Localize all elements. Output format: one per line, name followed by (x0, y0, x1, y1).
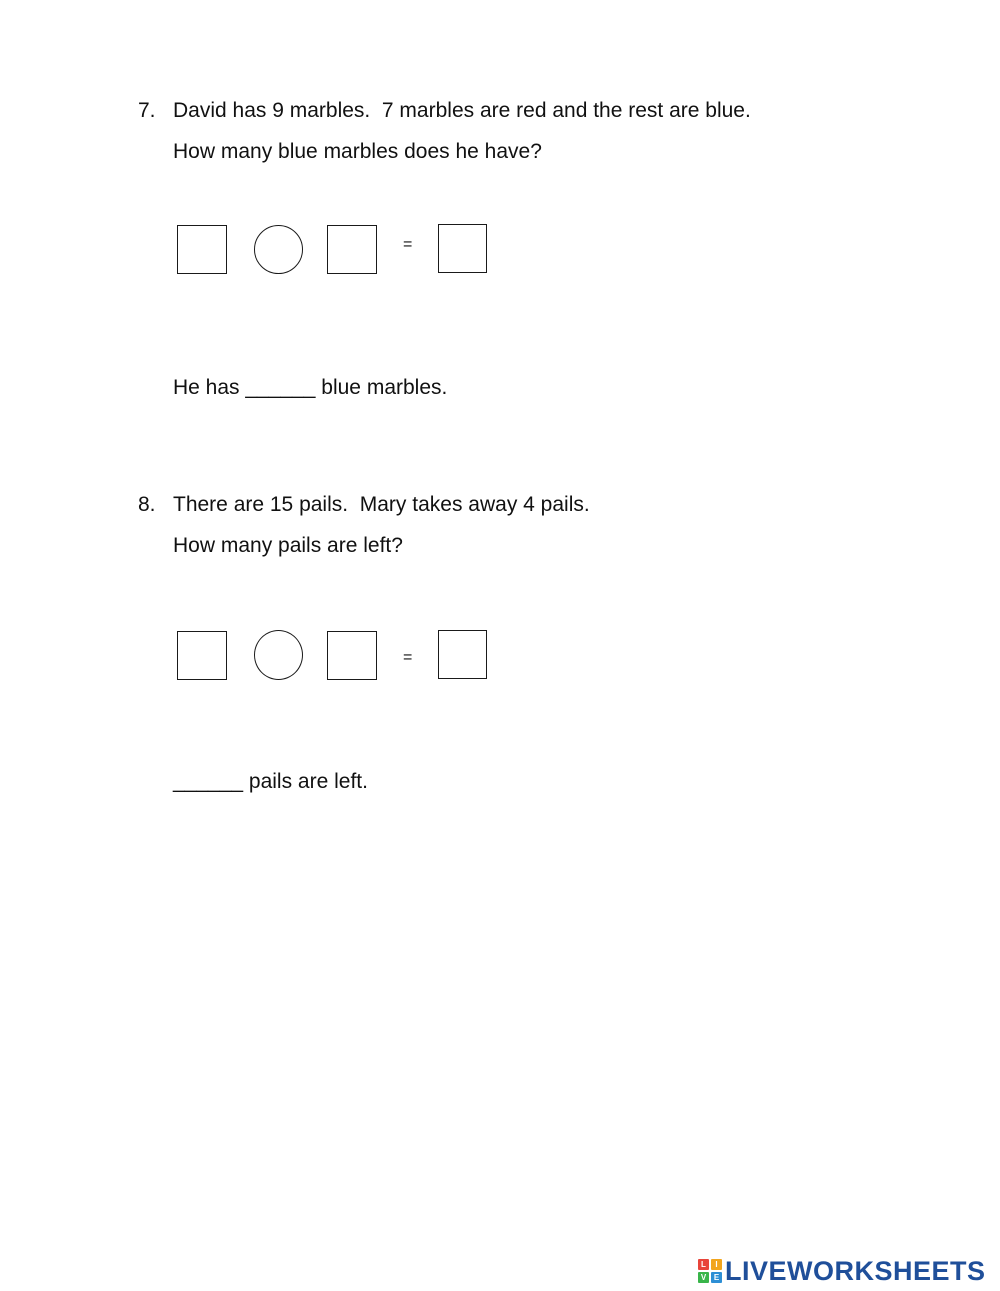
logo-blocks-icon (698, 1259, 722, 1283)
question-text-line-1: David has 9 marbles. 7 marbles are red and the rest are blue. (173, 99, 751, 122)
operator-circle[interactable] (254, 630, 303, 680)
result-box[interactable] (438, 630, 487, 679)
question-text-line-1: There are 15 pails. Mary takes away 4 pails. (173, 493, 590, 516)
equals-sign: = (403, 236, 413, 253)
first-number-box[interactable] (177, 631, 227, 680)
question-number: 7. (138, 99, 156, 122)
answer-sentence[interactable]: He has ______ blue marbles. (173, 376, 448, 399)
logo-block: I (711, 1259, 722, 1270)
question-text-line-2: How many pails are left? (173, 534, 403, 557)
brand-name: LIVEWORKSHEETS (725, 1256, 986, 1286)
question-text-line-2: How many blue marbles does he have? (173, 140, 542, 163)
logo-block: E (711, 1272, 722, 1283)
liveworksheets-logo (698, 1256, 986, 1286)
logo-block: V (698, 1272, 709, 1283)
logo-block: L (698, 1259, 709, 1270)
operator-circle[interactable] (254, 225, 303, 274)
question-number: 8. (138, 493, 156, 516)
equals-sign: = (403, 649, 413, 666)
second-number-box[interactable] (327, 631, 377, 680)
answer-sentence[interactable]: ______ pails are left. (173, 770, 368, 793)
first-number-box[interactable] (177, 225, 227, 274)
result-box[interactable] (438, 224, 487, 273)
second-number-box[interactable] (327, 225, 377, 274)
